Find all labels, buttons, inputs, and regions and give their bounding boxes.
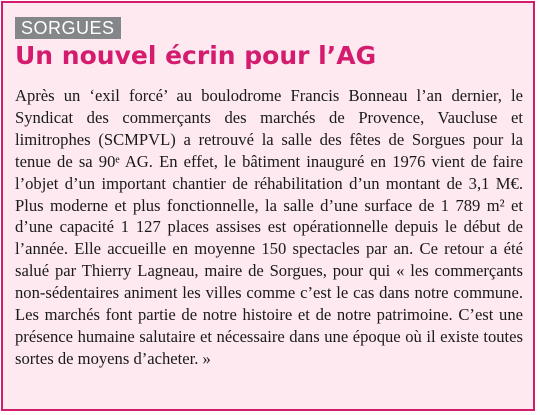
article-body: Après un ‘exil forcé’ au boulodrome Francis Bonneau l’an dernier, le Syndicat des commerçants des marchés de Provence, Vaucluse et limitrophes (SCMPVL) a retrouvé la salle des fêtes de Sorgues pour la tenue de sa 90ᵉ AG. En effet, le bâtiment inauguré en 1976 vient de faire l’objet d’un important chantier de réhabilitation d’un montant de 3,1 M€. Plus moderne et plus fonctionnelle, la salle d’une surface de 1 789 m² et d’une capacité 1 127 places assises est opérationnelle depuis le début de l’année. Elle accueille en moyenne 150 spectacles par an. Ce retour a été salué par Thierry Lagneau, maire de Sorgues, pour qui « les commerçants non-sédentaires animent les villes comme c’est le cas dans notre commune. Les marchés font partie de notre histoire et de notre patrimoine. C’est une présence humaine salutaire et nécessaire dans une époque où il existe toutes sortes de moyens d’acheter. » [15,86,523,368]
section-tag: SORGUES [15,17,121,39]
article-box [1,1,535,411]
headline: Un nouvel écrin pour l’AG [15,41,377,70]
